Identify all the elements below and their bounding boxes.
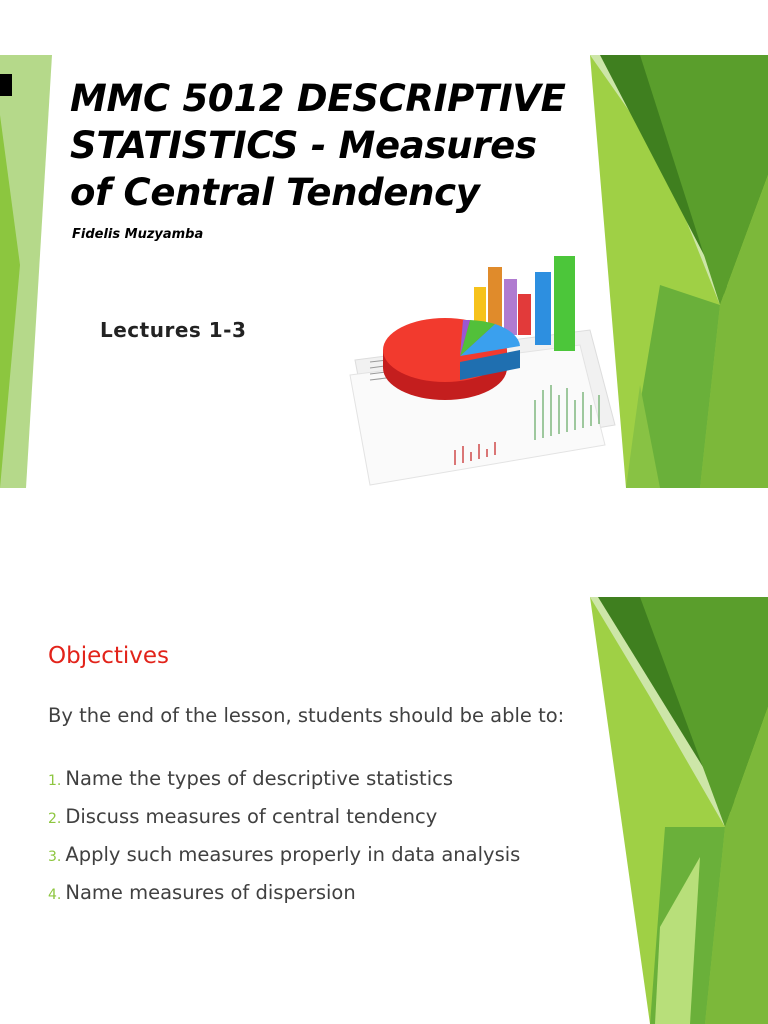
objectives-slide	[0, 597, 768, 1024]
list-number: 1.	[48, 773, 62, 789]
list-number: 2.	[48, 811, 62, 827]
corner-marker	[0, 74, 12, 96]
list-number: 4.	[48, 887, 62, 903]
list-item	[48, 761, 608, 799]
list-item	[48, 837, 608, 875]
list-item	[48, 799, 608, 837]
title-line: MMC 5012 DESCRIPTIVE	[70, 77, 566, 120]
list-item-text: Name measures of dispersion	[65, 881, 356, 904]
title-line: STATISTICS - Measures	[70, 124, 537, 167]
slide-title	[70, 75, 670, 216]
list-item-text: Apply such measures properly in data analysis	[65, 843, 521, 866]
objectives-list	[48, 761, 608, 913]
slide-heading: Objectives	[48, 643, 170, 669]
list-item-text: Name the types of descriptive statistics	[65, 767, 453, 790]
pie-and-bar-chart-illustration	[345, 250, 620, 488]
intro-text: By the end of the lesson, students should be able to:	[48, 704, 565, 727]
list-number: 3.	[48, 849, 62, 865]
list-item	[48, 875, 608, 913]
author-name: Fidelis Muzyamba	[72, 227, 204, 242]
title-slide	[0, 55, 768, 488]
list-item-text: Discuss measures of central tendency	[65, 805, 438, 828]
lecture-range: Lectures 1-3	[100, 318, 247, 342]
title-line: of Central Tendency	[70, 171, 480, 214]
